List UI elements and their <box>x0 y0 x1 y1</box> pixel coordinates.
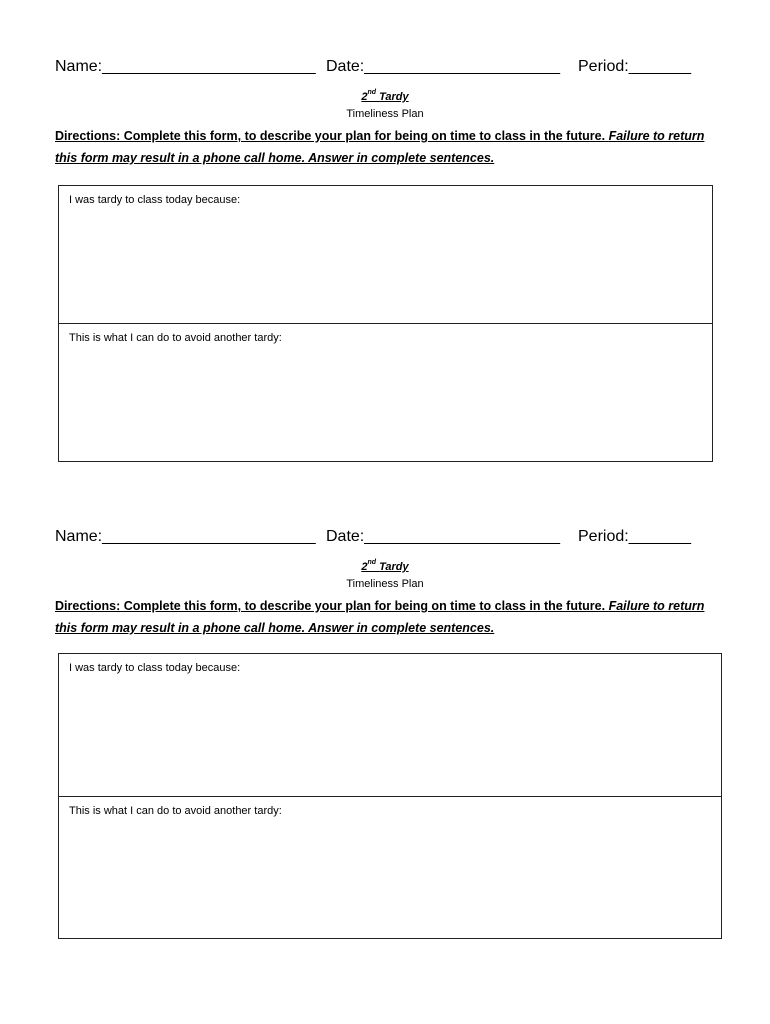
tardy-number: 2 <box>361 561 368 573</box>
plan-title: Timeliness Plan <box>346 108 424 120</box>
tardy-suffix: nd <box>367 559 377 566</box>
reason-question: I was tardy to class today because: <box>69 194 241 206</box>
avoid-section[interactable] <box>59 797 721 938</box>
directions <box>55 125 715 169</box>
reason-section[interactable] <box>59 186 712 324</box>
tardy-heading <box>0 561 770 573</box>
period-field[interactable]: Period:_______ <box>578 528 691 545</box>
name-field[interactable]: Name:________________________ <box>55 58 316 75</box>
answer-box <box>58 653 722 939</box>
directions <box>55 595 715 639</box>
answer-box <box>58 185 713 462</box>
period-field[interactable]: Period:_______ <box>578 58 691 75</box>
plan-title: Timeliness Plan <box>346 578 424 590</box>
header-fields <box>55 528 735 550</box>
avoid-question: This is what I can do to avoid another tardy: <box>69 805 282 817</box>
directions-main: Directions: Complete this form, to describe your plan for being on time to class in the future. <box>55 599 606 613</box>
directions-failure: Failure to return this form may result in a phone call home. Answer in complete sentences. <box>55 599 705 635</box>
header-fields <box>55 58 735 80</box>
tardy-suffix: nd <box>367 89 377 96</box>
tardy-number: 2 <box>361 91 368 103</box>
avoid-section[interactable] <box>59 324 712 461</box>
tardy-word: Tardy <box>379 91 409 103</box>
reason-section[interactable] <box>59 654 721 797</box>
name-field[interactable]: Name:________________________ <box>55 528 316 545</box>
tardy-word: Tardy <box>379 561 409 573</box>
avoid-question: This is what I can do to avoid another tardy: <box>69 332 282 344</box>
date-field[interactable]: Date:______________________ <box>326 528 561 545</box>
directions-failure: Failure to return this form may result in a phone call home. Answer in complete sentences. <box>55 129 705 165</box>
reason-question: I was tardy to class today because: <box>69 662 241 674</box>
tardy-heading <box>0 91 770 103</box>
date-field[interactable]: Date:______________________ <box>326 58 561 75</box>
directions-main: Directions: Complete this form, to describe your plan for being on time to class in the future. <box>55 129 606 143</box>
